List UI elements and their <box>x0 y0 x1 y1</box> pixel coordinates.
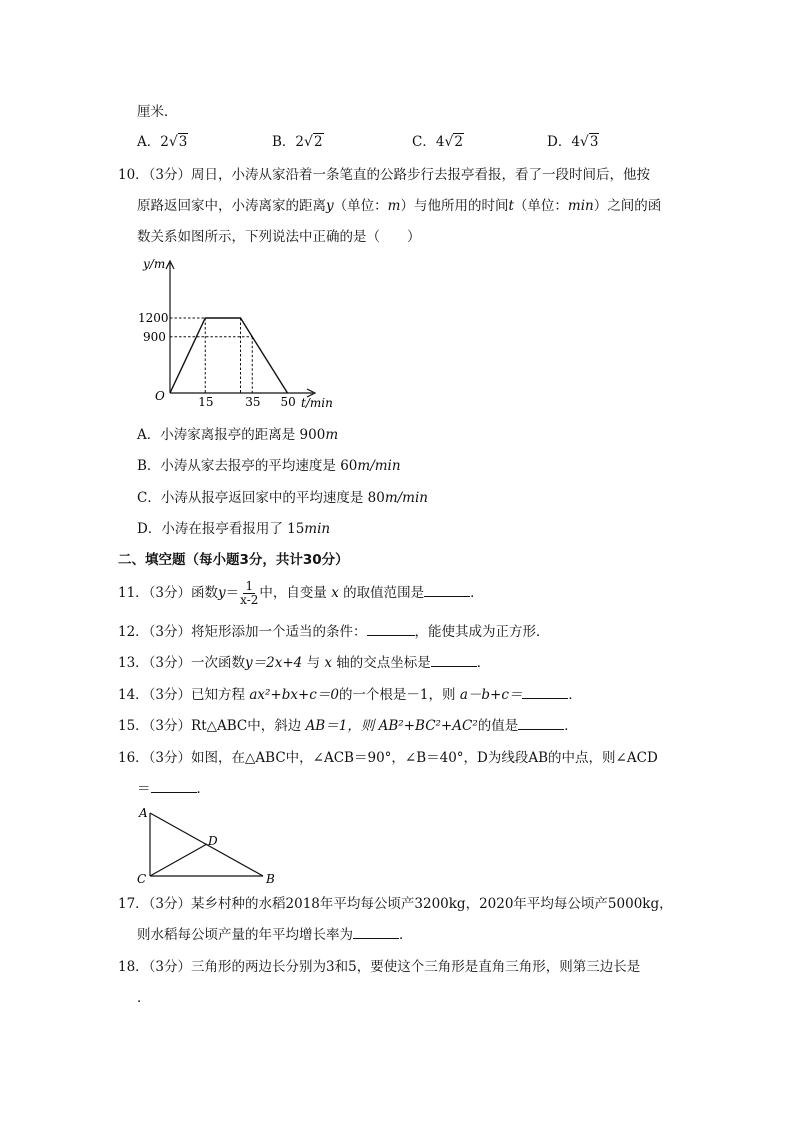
question-18-line-2: ． <box>137 990 151 1006</box>
q10-line-3: 数关系如图所示，下列说法中正确的是（ ） <box>137 229 421 245</box>
q9-continuation: 厘米． <box>137 104 178 120</box>
segment-cd <box>150 844 207 876</box>
q9-option-b: B．2√2 <box>272 134 323 150</box>
question-14: 14．（3分）已知方程 ax²+bx+c＝0的一个根是－1，则 a－b+c＝ ． <box>118 687 582 703</box>
origin-label: O <box>155 389 165 403</box>
x-tick-15: 15 <box>198 395 214 409</box>
x-tick-35: 35 <box>245 395 261 409</box>
q10-option-b: B．小涛从家去报亭的平均速度是 60m/min <box>137 458 401 474</box>
y-tick-900: 900 <box>143 329 166 344</box>
x-tick-50: 50 <box>280 395 296 409</box>
answer-blank[interactable] <box>151 779 197 793</box>
question-18-line-1: 18．（3分）三角形的两边长分别为3和5，要使这个三角形是直角三角形，则第三边长是 <box>118 959 641 975</box>
section-2-heading: 二、填空题（每小题3分，共计30分） <box>118 552 349 568</box>
question-16-line-1: 16．（3分）如图，在△ABC中，∠ACB＝90°，∠B＝40°，D为线段AB的中点，则∠ACD <box>118 750 658 766</box>
fraction: $\frac{1}{x-2}$ <box>240 579 259 607</box>
question-16-line-2: ＝ ． <box>137 781 210 797</box>
q16-triangle-figure <box>132 802 282 888</box>
answer-blank[interactable] <box>424 583 470 597</box>
q10-option-a: A．小涛家离报亭的距离是 900m <box>137 427 339 443</box>
answer-blank[interactable] <box>367 622 415 636</box>
distance-series-line <box>170 318 288 393</box>
y-tick-1200: 1200 <box>138 311 169 325</box>
answer-blank[interactable] <box>431 653 477 667</box>
q9-option-d: D．4√3 <box>547 134 599 150</box>
q9-option-a: A．2√3 <box>137 134 188 150</box>
q10-line-1: 10．（3分）周日，小涛从家沿着一条笔直的公路步行去报亭看报，看了一段时间后，他按 <box>118 167 651 183</box>
label-a: A <box>139 806 148 820</box>
answer-blank[interactable] <box>353 925 399 939</box>
question-17-line-2: 则水稻每公顷产量的年平均增长率为 ． <box>137 927 413 943</box>
label-c: C <box>137 872 147 886</box>
y-axis-label: y/m <box>143 257 166 271</box>
question-17-line-1: 17．（3分）某乡村种的水稻2018年平均每公顷产3200kg，2020年平均每公顷产5000kg， <box>118 896 673 912</box>
question-15: 15．（3分）Rt△ABC中，斜边 AB＝1，则 AB²+BC²+AC²的值是 ． <box>118 718 578 734</box>
question-12: 12．（3分）将矩形添加一个适当的条件： ，能使其成为正方形． <box>118 624 550 640</box>
question-11: 11．（3分）函数y＝ $\frac{1}{x-2}$ 中，自变量 x 的取值范围是 ． <box>118 579 484 607</box>
x-axis-label: t/min <box>301 396 333 410</box>
q9-option-c: C．4√2 <box>412 134 463 150</box>
q10-option-d: D．小涛在报亭看报用了 15min <box>137 521 331 537</box>
label-b: B <box>266 872 275 886</box>
q10-option-c: C．小涛从报亭返回家中的平均速度是 80m/min <box>137 490 428 506</box>
q10-line-2: 原路返回家中，小涛离家的距离y（单位：m）与他所用的时间t（单位：min）之间的函 <box>137 198 662 214</box>
question-13: 13．（3分）一次函数y＝2x+4 与 x 轴的交点坐标是 ． <box>118 655 491 671</box>
q10-distance-time-graph <box>135 255 335 415</box>
label-d: D <box>208 834 218 848</box>
answer-blank[interactable] <box>518 716 564 730</box>
answer-blank[interactable] <box>522 685 568 699</box>
